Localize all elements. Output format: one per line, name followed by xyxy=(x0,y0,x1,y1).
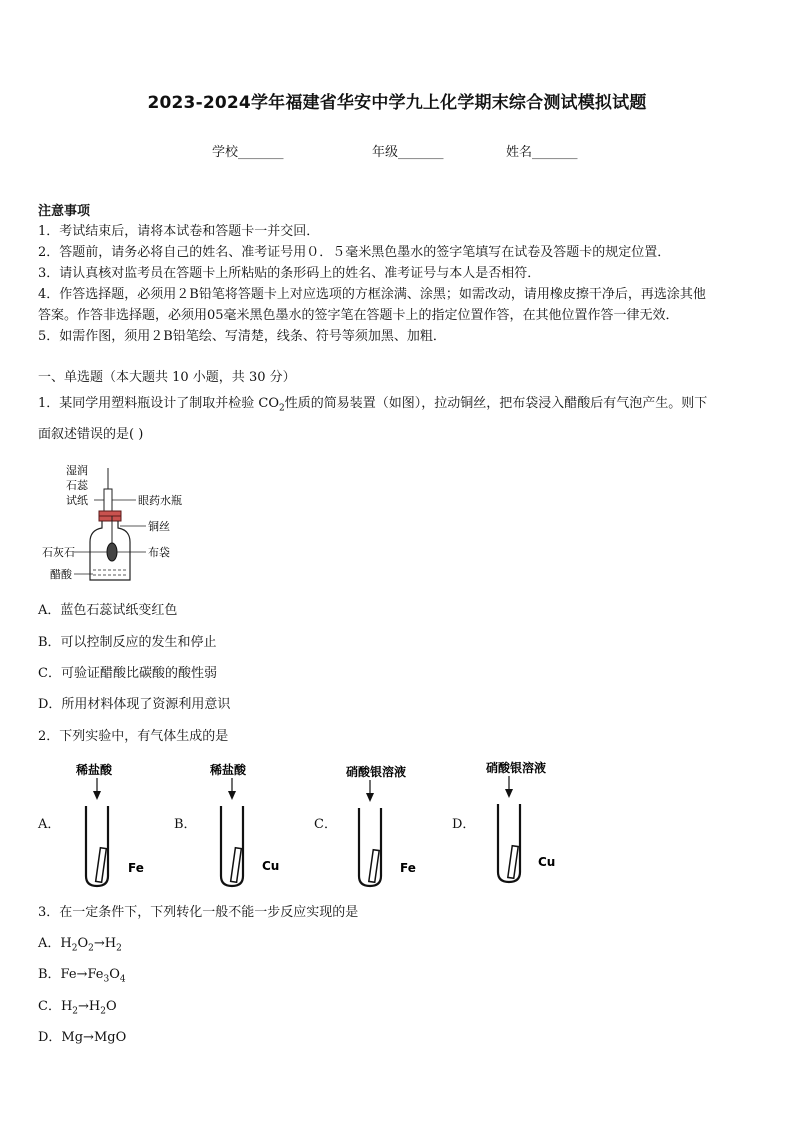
grade-field[interactable]: 年级_______ xyxy=(372,145,444,160)
q3-b-sub1: 3 xyxy=(103,974,110,985)
notice-item-4: 4．作答选择题，必须用２B铅笔将答题卡上对应选项的方框涂满、涂黑；如需改动，请用橡皮擦干净后，再选涂其他 xyxy=(38,287,706,302)
notice-heading: 注意事项 xyxy=(38,204,91,219)
metal-strip xyxy=(508,846,518,879)
q3-stem: 3．在一定条件下，下列转化一般不能一步反应实现的是 xyxy=(38,905,359,920)
q1-stem-b: 性质的简易装置（如图），拉动铜丝，把布袋浸入醋酸后有气泡产生。则下 xyxy=(284,396,708,411)
label-limestone: 石灰石 xyxy=(42,546,75,559)
label-litmus-1: 湿润 xyxy=(66,464,88,477)
reagent-label-b: 稀盐酸 xyxy=(210,763,247,777)
test-tube-b xyxy=(210,760,300,890)
metal-label-b: Cu xyxy=(262,859,280,873)
arrow-icon xyxy=(93,791,101,800)
reagent-label-d: 硝酸银溶液 xyxy=(486,761,547,775)
metal-label-a: Fe xyxy=(128,861,144,875)
label-litmus-3: 试纸 xyxy=(66,494,88,507)
arrow-icon xyxy=(366,793,374,802)
q2-option-a[interactable]: A． xyxy=(38,817,61,832)
q3-option-b[interactable] xyxy=(38,965,126,985)
q1-stem-a: 1．某同学用塑料瓶设计了制取并检验 CO xyxy=(38,396,280,411)
notice-item-4-cont: 答案。作答非选择题，必须用05毫米黑色墨水的签字笔在答题卡上的指定位置作答，在其他位置作答一律无效． xyxy=(38,308,679,323)
metal-strip xyxy=(369,850,379,883)
q2-stem: 2．下列实验中，有气体生成的是 xyxy=(38,729,229,744)
reagent-label-a: 稀盐酸 xyxy=(76,763,113,777)
q3-option-c[interactable] xyxy=(38,997,117,1017)
notice-item-1: 1．考试结束后，请将本试卷和答题卡一并交回． xyxy=(38,224,320,239)
label-dropper: 眼药水瓶 xyxy=(138,494,182,507)
q3-c-sub2: 2 xyxy=(100,1006,106,1017)
notice-item-5: 5．如需作图，须用２B铅笔绘、写清楚，线条、符号等须加黑、加粗． xyxy=(38,329,446,344)
q1-stem-cont: 面叙述错误的是( ) xyxy=(38,427,144,442)
school-field[interactable]: 学校_______ xyxy=(212,145,284,160)
q1-option-c[interactable]: C．可验证醋酸比碳酸的酸性弱 xyxy=(38,666,217,681)
q3-a-sub1: 2 xyxy=(71,943,78,954)
label-acid: 醋酸 xyxy=(50,568,72,581)
label-bag: 布袋 xyxy=(148,546,170,559)
q2-option-c[interactable]: C． xyxy=(314,817,337,832)
test-tube-d xyxy=(482,756,582,886)
q3-b-text: B．Fe→Fe xyxy=(38,967,104,982)
cloth-bag xyxy=(107,543,117,561)
label-wire: 铜丝 xyxy=(148,520,170,533)
q1-apparatus-figure xyxy=(38,460,198,585)
test-tube-c xyxy=(342,760,442,890)
q2-option-b[interactable]: B． xyxy=(174,817,197,832)
reagent-label-c: 硝酸银溶液 xyxy=(346,765,407,779)
metal-label-d: Cu xyxy=(538,855,556,869)
q1-stem-sub: 2 xyxy=(279,403,285,414)
q1-option-b[interactable]: B．可以控制反应的发生和停止 xyxy=(38,635,217,650)
notice-item-2: 2．答题前，请务必将自己的姓名、准考证号用０．５毫米黑色墨水的签字笔填写在试卷及答题卡的规定位置． xyxy=(38,245,671,260)
name-field[interactable]: 姓名_______ xyxy=(506,145,578,160)
metal-label-c: Fe xyxy=(400,861,416,875)
q3-b-mid1: O xyxy=(109,967,120,982)
q1-stem xyxy=(38,394,707,414)
q3-option-d[interactable] xyxy=(38,1028,126,1048)
arrow-icon xyxy=(228,791,236,800)
q3-c-text: C．H xyxy=(38,999,73,1014)
q3-option-a[interactable] xyxy=(38,934,122,954)
notice-item-3: 3．请认真核对监考员在答题卡上所粘贴的条形码上的姓名、准考证号与本人是否相符． xyxy=(38,266,541,281)
metal-strip xyxy=(231,848,242,883)
q3-a-text: A．H xyxy=(38,936,72,951)
q2-option-d[interactable]: D． xyxy=(452,817,476,832)
q3-d-text: D．Mg→MgO xyxy=(38,1030,127,1045)
q1-option-a[interactable]: A．蓝色石蕊试纸变红色 xyxy=(38,603,178,618)
q3-c-mid1: →H xyxy=(78,999,101,1014)
q1-option-d[interactable]: D．所用材料体现了资源利用意识 xyxy=(38,697,231,712)
metal-strip xyxy=(96,848,107,883)
q3-a-mid2: →H xyxy=(93,936,117,951)
litmus-paper xyxy=(104,489,112,511)
q3-a-sub3: 2 xyxy=(116,943,122,954)
q3-a-mid1: O xyxy=(77,936,89,951)
test-tube-a xyxy=(74,760,164,890)
label-litmus-2: 石蕊 xyxy=(66,479,88,492)
q3-c-sub1: 2 xyxy=(72,1006,79,1017)
q3-b-sub2: 4 xyxy=(119,974,126,985)
section-heading: 一、单选题（本大题共 10 小题，共 30 分） xyxy=(38,370,296,385)
q3-a-sub2: 2 xyxy=(88,943,94,954)
arrow-icon xyxy=(505,789,513,798)
q3-c-mid2: O xyxy=(106,999,117,1014)
page-title: 2023-2024学年福建省华安中学九上化学期末综合测试模拟试题 xyxy=(147,93,647,113)
